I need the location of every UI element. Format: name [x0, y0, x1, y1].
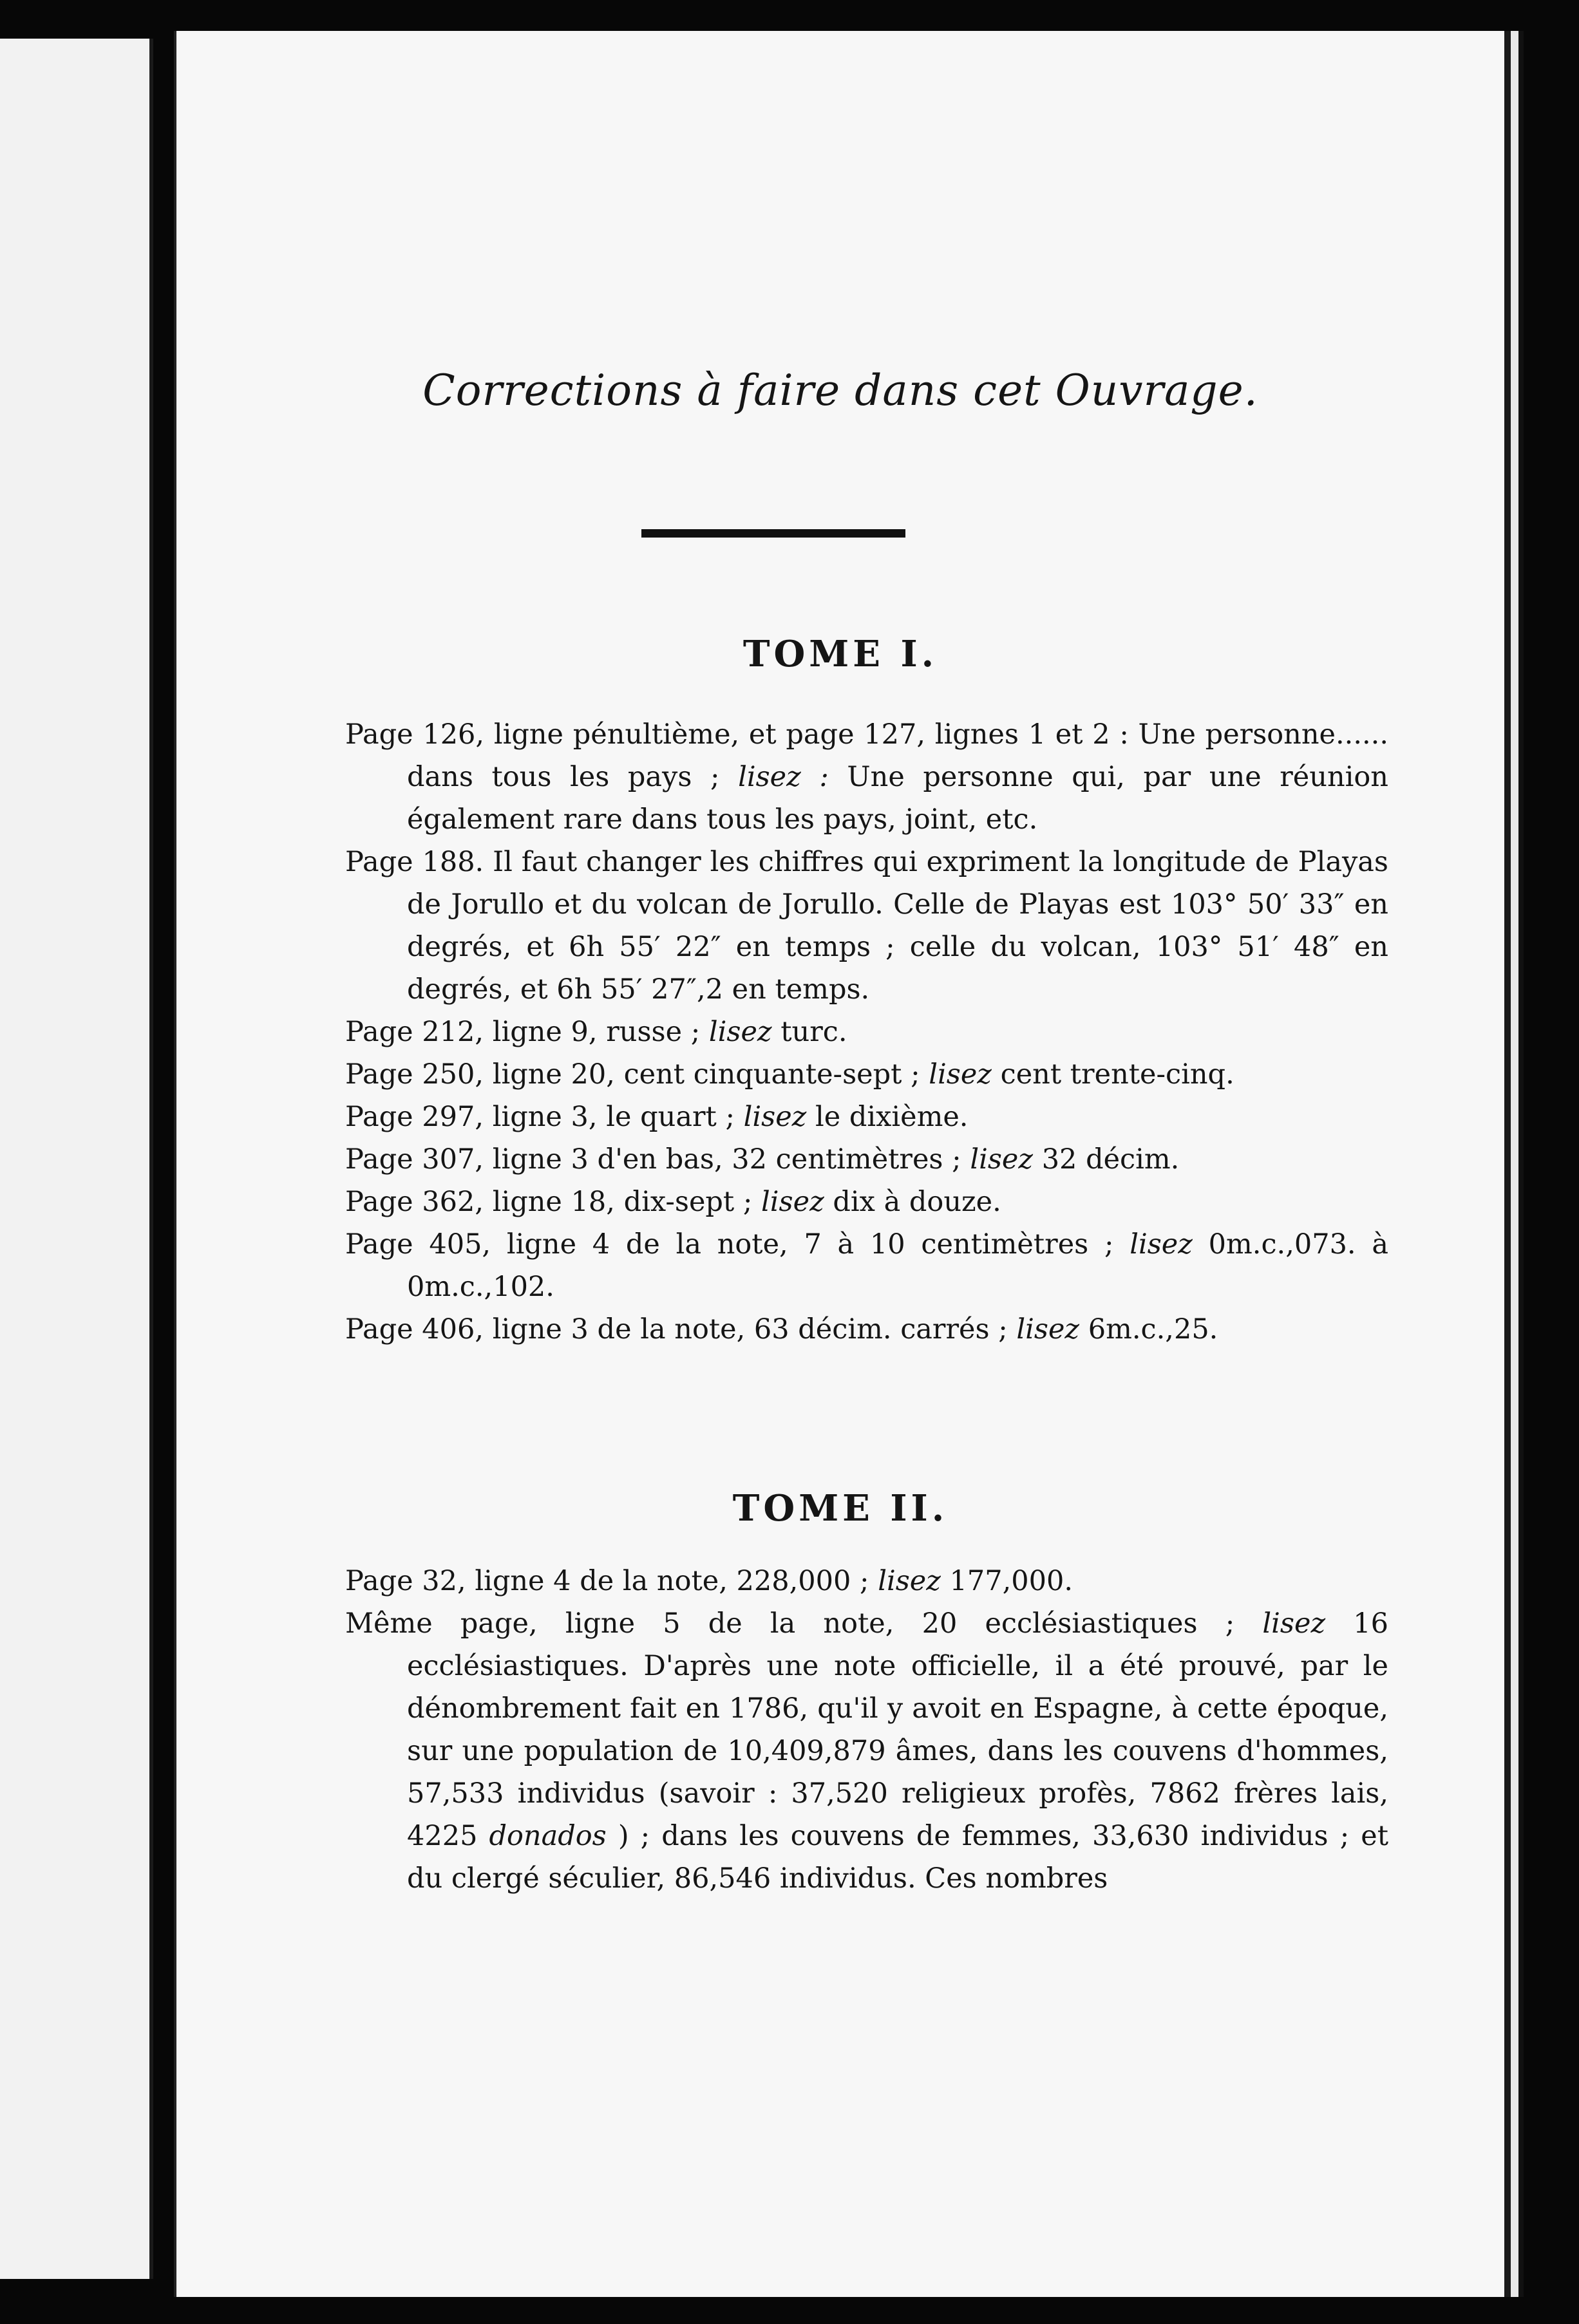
- page: [174, 31, 1504, 2297]
- correction-entry: Page 406, ligne 3 de la note, 63 décim. carrés ; lisez 6m.c.,25.: [345, 1313, 1218, 1345]
- correction-entry: Page 362, ligne 18, dix-sept ; lisez dix à douze.: [345, 1186, 1001, 1218]
- tome-1-corrections: [345, 713, 1388, 1351]
- correction-entry: Page 32, ligne 4 de la note, 228,000 ; lisez 177,000.: [345, 1565, 1073, 1597]
- correction-entry: Page 307, ligne 3 d'en bas, 32 centimètres ; lisez 32 décim.: [345, 1143, 1180, 1176]
- title-rule: [641, 529, 905, 538]
- correction-entry: Page 297, ligne 3, le quart ; lisez le dixième.: [345, 1101, 969, 1133]
- facing-page-edge: [0, 39, 153, 2279]
- donados-term: donados: [489, 1820, 607, 1852]
- correction-entry: Même page, ligne 5 de la note, 20 ecclésiastiques ; lisez 16 ecclésiastiques. D'après une note officielle, il a été prouvé, par le dénombrement fait en 1786, qu'il y avoit en Espagne, à cette époque, sur une population de 10,409,879 âmes, dans les couvens d'hommes, 57,533 individus (savoir : 37,520 religieux profès, 7862 frères lais, 4225 donados ) ; dans les couvens de femmes, 33,630 individus ; et du clergé séculier, 86,546 individus. Ces nombres: [345, 1607, 1389, 1895]
- correction-entry: Page 126, ligne pénultième, et page 127, lignes 1 et 2 : Une personne...... dans tous les pays ; lisez : Une personne qui, par une réunion également rare dans tous les pays, joint, etc.: [345, 718, 1388, 836]
- tome-2-heading: TOME II.: [732, 1487, 949, 1530]
- tome-2-corrections: [345, 1560, 1388, 1900]
- page-content: [176, 31, 1504, 2297]
- correction-entry: Page 188. Il faut changer les chiffres qui expriment la longitude de Playas de Jorullo et du volcan de Jorullo. Celle de Playas est 103° 50′ 33″ en degrés, et 6h 55′ 22″ en temps ; celle du volcan, 103° 51′ 48″ en degrés, et 6h 55′ 27″,2 en temps.: [345, 846, 1388, 1006]
- page-title: Corrections à faire dans cet Ouvrage.: [422, 366, 1258, 415]
- correction-entry: Page 212, ligne 9, russe ; lisez turc.: [345, 1016, 847, 1048]
- correction-entry: Page 250, ligne 20, cent cinquante-sept ; lisez cent trente-cinq.: [345, 1058, 1234, 1091]
- tome-1-heading: TOME I.: [742, 633, 938, 675]
- correction-entry: Page 405, ligne 4 de la note, 7 à 10 centimètres ; lisez 0m.c.,073. à 0m.c.,102.: [345, 1228, 1388, 1303]
